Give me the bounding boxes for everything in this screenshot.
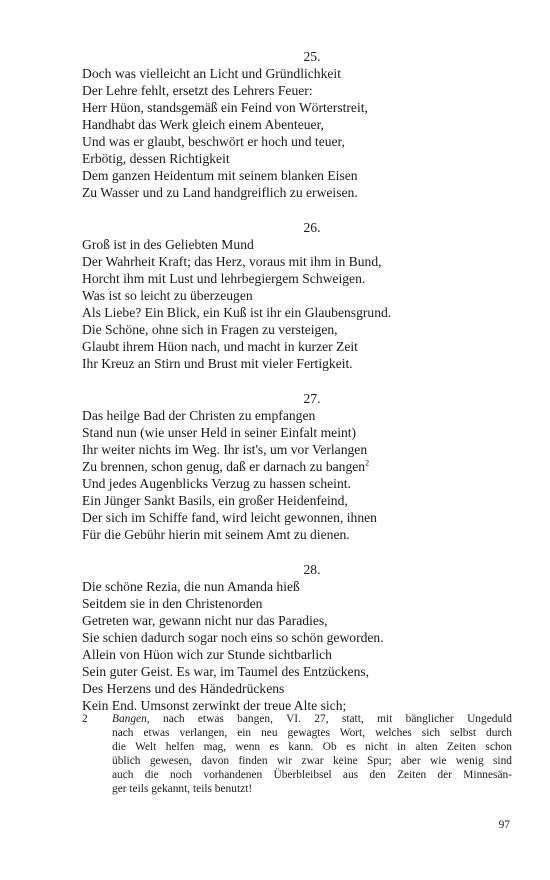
- verse-line: Groß ist in des Geliebten Mund: [82, 237, 254, 252]
- footnote: [82, 712, 512, 796]
- footnote-body: [112, 712, 512, 796]
- stanza-28: [82, 561, 512, 714]
- verse-line: Sie schien dadurch sogar noch eins so schön geworden.: [82, 630, 384, 645]
- footnote-line: üblich gewesen, davon finden wir zwar keine Spur; aber wie wenig sind: [112, 755, 512, 767]
- verse-line: Was ist so leicht zu überzeugen: [82, 288, 253, 303]
- stanza-27: [82, 390, 512, 543]
- verse-line: Ihr Kreuz an Stirn und Brust mit vieler Fertigkeit.: [82, 356, 353, 371]
- footnote-lemma: Bangen,: [112, 713, 150, 725]
- verse-line: Der Wahrheit Kraft; das Herz, voraus mit ihm in Bund,: [82, 254, 382, 269]
- verse-line: Glaubt ihrem Hüon nach, und macht in kurzer Zeit: [82, 339, 358, 354]
- stanza-number: 27.: [303, 391, 321, 406]
- verse-line: Der Lehre fehlt, ersetzt des Lehrers Feuer:: [82, 83, 313, 98]
- verse-line: Und was er glaubt, beschwört er hoch und teuer,: [82, 134, 345, 149]
- verse-line: Ein Jünger Sankt Basils, ein großer Heidenfeind,: [82, 493, 348, 508]
- verse-line: Getreten war, gewann nicht nur das Paradies,: [82, 613, 328, 628]
- verse-line: Sein guter Geist. Es war, im Taumel des Entzückens,: [82, 664, 370, 679]
- verse-line: Ihr weiter nichts im Weg. Ihr ist's, um vor Verlangen: [82, 442, 368, 457]
- verse-line-with-note: [82, 458, 512, 475]
- verse-line: Kein End. Umsonst zerwinkt der treue Alte sich;: [82, 698, 347, 713]
- footnote-line: die Welt helfen mag, wenn es kann. Ob es nicht in alten Zeiten schon: [112, 741, 512, 753]
- stanza-number: 28.: [303, 562, 321, 577]
- verse-line: Horcht ihm mit Lust und lehrbegiergem Schweigen.: [82, 271, 366, 286]
- verse-line: Herr Hüon, standsgemäß ein Feind von Wörterstreit,: [82, 100, 368, 115]
- verse-line: Für die Gebühr hierin mit seinem Amt zu dienen.: [82, 527, 350, 542]
- stanza-26: [82, 219, 512, 372]
- page-number: 97: [498, 819, 510, 831]
- verse-line: Als Liebe? Ein Blick, ein Kuß ist ihr ein Glaubensgrund.: [82, 305, 392, 320]
- footnote-line: auch die noch vorhandenen Überbleibsel aus den Zeiten der Minnesän-: [112, 769, 512, 781]
- verse-line: Seitdem sie in den Christenorden: [82, 596, 263, 611]
- footnote-line: nach etwas verlangen, ein neu gewagtes Wort, welches sich selbst durch: [112, 727, 512, 739]
- footnote-text: nach etwas bangen, VI. 27, statt, mit bänglicher Ungeduld: [149, 713, 512, 725]
- footnote-line: ger teils gekannt, teils benutzt!: [112, 783, 253, 795]
- verse-line: Dem ganzen Heidentum mit seinem blanken Eisen: [82, 168, 358, 183]
- verse-line: Erbötig, dessen Richtigkeit: [82, 151, 230, 166]
- verse-line: Und jedes Augenblicks Verzug zu hassen scheint.: [82, 476, 351, 491]
- verse-line: Die schöne Rezia, die nun Amanda hieß: [82, 579, 300, 594]
- verse-line: Das heilge Bad der Christen zu empfangen: [82, 408, 316, 423]
- stanza-number: 26.: [303, 220, 321, 235]
- verse-line: Des Herzens und des Händedrückens: [82, 681, 285, 696]
- verse-line: Allein von Hüon wich zur Stunde sichtbarlich: [82, 647, 332, 662]
- verse-line: Die Schöne, ohne sich in Fragen zu versteigen,: [82, 322, 338, 337]
- verse-line: Der sich im Schiffe fand, wird leicht gewonnen, ihnen: [82, 510, 377, 525]
- footnote-line: [112, 712, 512, 726]
- footnote-reference[interactable]: 2: [365, 458, 370, 468]
- verse-line-text: Zu brennen, schon genug, daß er darnach zu bangen: [82, 459, 366, 474]
- verse-line: Zu Wasser und zu Land handgreiflich zu erweisen.: [82, 185, 358, 200]
- verse-line: Doch was vielleicht an Licht und Gründlichkeit: [82, 66, 341, 81]
- footnote-marker: 2: [82, 713, 88, 725]
- verse-line: Stand nun (wie unser Held in seiner Einfalt meint): [82, 425, 357, 440]
- verse-line: Handhabt das Werk gleich einem Abenteuer,: [82, 117, 324, 132]
- poem-body: [82, 48, 512, 732]
- stanza-25: [82, 48, 512, 201]
- stanza-number: 25.: [303, 49, 321, 64]
